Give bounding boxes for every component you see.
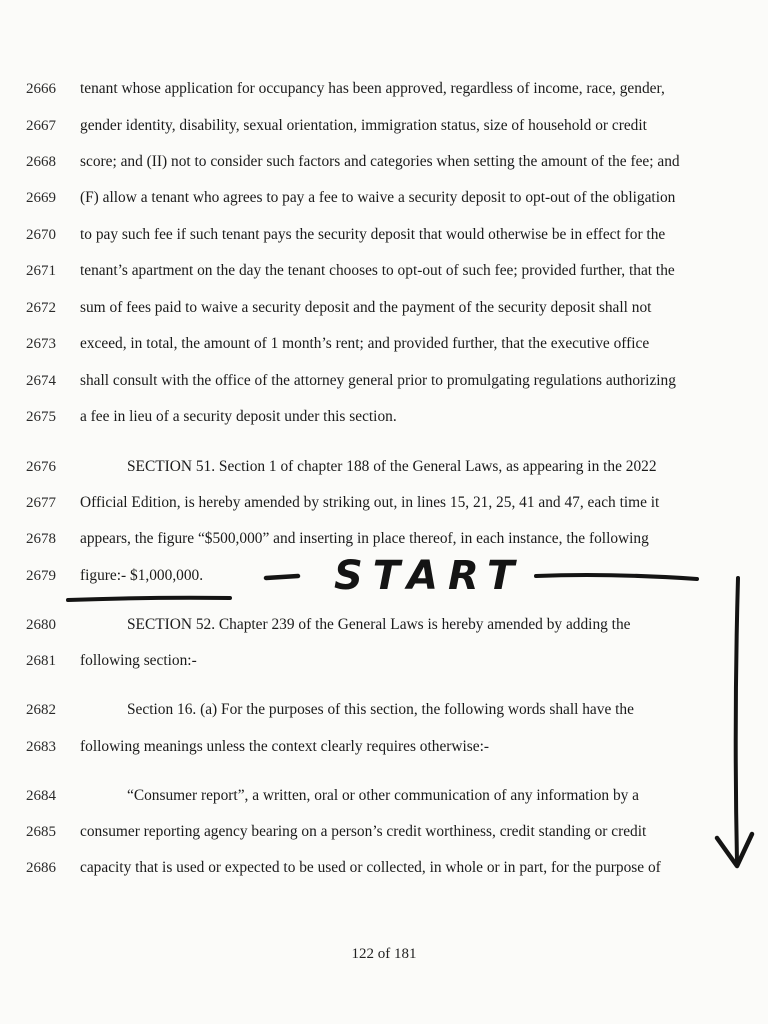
line-text: tenant’s apartment on the day the tenant chooses to opt-out of such fee; provided further, that the: [80, 262, 675, 279]
line-2670: [0, 223, 768, 247]
line-number: 2675: [26, 409, 56, 425]
line-number: 2673: [26, 336, 56, 352]
line-text: (F) allow a tenant who agrees to pay a fee to waive a security deposit to opt-out of the obligation: [80, 189, 676, 206]
line-number: 2678: [26, 531, 56, 547]
line-text: following section:-: [80, 652, 197, 669]
line-2668: [0, 150, 768, 174]
line-2672: [0, 296, 768, 320]
line-number: 2684: [26, 788, 56, 804]
line-2671: [0, 259, 768, 283]
line-2673: [0, 332, 768, 356]
line-2678: [0, 527, 768, 551]
line-text: to pay such fee if such tenant pays the security deposit that would otherwise be in effect for the: [80, 226, 666, 243]
line-text: Section 16. (a) For the purposes of this section, the following words shall have the: [127, 701, 634, 718]
line-number: 2680: [26, 617, 56, 633]
page-footer: 122 of 181: [351, 946, 417, 962]
line-text: exceed, in total, the amount of 1 month’s rent; and provided further, that the executive office: [80, 335, 650, 352]
line-text: Official Edition, is hereby amended by striking out, in lines 15, 21, 25, 41 and 47, each time it: [80, 494, 660, 511]
line-number: 2677: [26, 495, 56, 511]
line-text: a fee in lieu of a security deposit under this section.: [80, 408, 397, 425]
line-number: 2666: [26, 81, 56, 97]
line-2679: [0, 564, 768, 588]
line-text: gender identity, disability, sexual orientation, immigration status, size of household or credit: [80, 117, 647, 134]
line-2675: [0, 405, 768, 429]
line-2674: [0, 369, 768, 393]
line-text: score; and (II) not to consider such factors and categories when setting the amount of the fee; and: [80, 153, 680, 170]
line-2669: [0, 186, 768, 210]
line-2684: [0, 784, 768, 808]
line-2680: [0, 613, 768, 637]
line-number: 2683: [26, 739, 56, 755]
line-number: 2674: [26, 373, 56, 389]
line-number: 2685: [26, 824, 56, 840]
line-text: capacity that is used or expected to be used or collected, in whole or in part, for the purpose of: [80, 859, 661, 876]
line-text: appears, the figure “$500,000” and inserting in place thereof, in each instance, the following: [80, 530, 649, 547]
line-2677: [0, 491, 768, 515]
line-text: figure:- $1,000,000.: [80, 567, 204, 584]
line-text: tenant whose application for occupancy has been approved, regardless of income, race, gender,: [80, 80, 665, 97]
line-2686: [0, 856, 768, 880]
line-2685: [0, 820, 768, 844]
line-number: 2671: [26, 263, 56, 279]
line-number: 2681: [26, 653, 56, 669]
line-number: 2679: [26, 568, 56, 584]
line-number: 2686: [26, 860, 56, 876]
line-2681: [0, 649, 768, 673]
line-number: 2676: [26, 459, 56, 475]
start-label: START: [334, 553, 525, 599]
line-2683: [0, 735, 768, 759]
line-number: 2682: [26, 702, 56, 718]
line-text: shall consult with the office of the attorney general prior to promulgating regulations authorizing: [80, 372, 676, 389]
line-text: SECTION 51. Section 1 of chapter 188 of the General Laws, as appearing in the 2022: [127, 458, 657, 475]
line-text: following meanings unless the context clearly requires otherwise:-: [80, 738, 490, 755]
line-2682: [0, 698, 768, 722]
line-number: 2668: [26, 154, 56, 170]
line-2676: [0, 455, 768, 479]
line-number: 2672: [26, 300, 56, 316]
line-text: “Consumer report”, a written, oral or other communication of any information by a: [127, 787, 640, 804]
line-number: 2667: [26, 118, 56, 134]
line-text: consumer reporting agency bearing on a person’s credit worthiness, credit standing or credit: [80, 823, 647, 840]
line-2666: [0, 77, 768, 101]
line-text: SECTION 52. Chapter 239 of the General Laws is hereby amended by adding the: [127, 616, 631, 633]
line-number: 2669: [26, 190, 56, 206]
line-text: sum of fees paid to waive a security deposit and the payment of the security deposit shall not: [80, 299, 652, 316]
line-2667: [0, 114, 768, 138]
line-number: 2670: [26, 227, 56, 243]
